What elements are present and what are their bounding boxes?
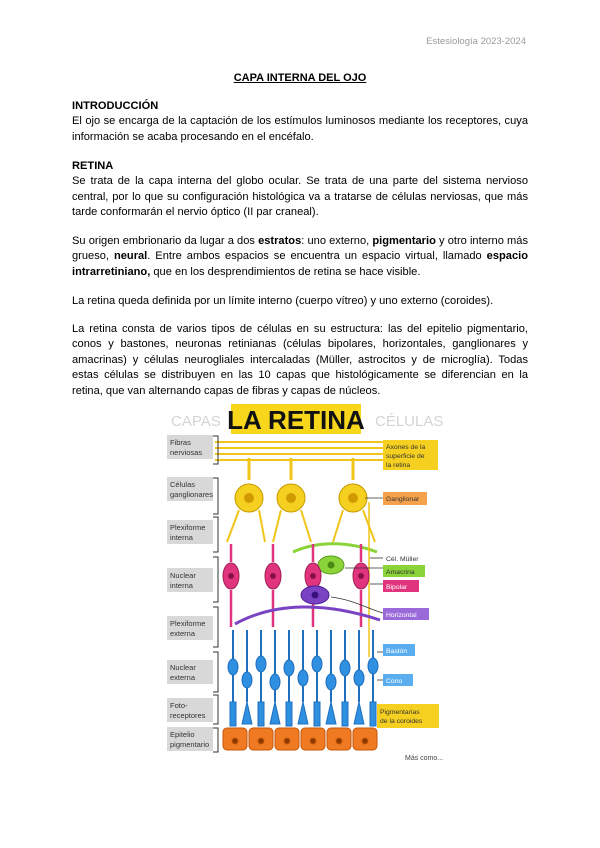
term-pigmentario: pigmentario <box>372 235 436 247</box>
svg-text:interna: interna <box>170 533 193 542</box>
capas-header: CAPAS <box>171 413 221 430</box>
svg-text:externa: externa <box>170 629 196 638</box>
svg-text:receptores: receptores <box>170 711 206 720</box>
svg-text:Epitelio: Epitelio <box>170 730 195 739</box>
retina-paragraph-2: Su origen embrionario da lugar a dos estratos: uno externo, pigmentario y otro interno más grueso, neural. Entre ambos espacios se encuentra un espacio virtual, llamado espacio intrarretiniano, que en los desprendimientos de retina se hace visible. <box>72 235 528 278</box>
svg-text:Nuclear: Nuclear <box>170 571 196 580</box>
svg-text:Plexiforme: Plexiforme <box>170 619 206 628</box>
layer-brackets <box>213 436 218 752</box>
svg-text:nerviosas: nerviosas <box>170 448 203 457</box>
ganglion-cells <box>227 458 375 542</box>
layer-labels <box>167 435 213 751</box>
svg-text:superficie de: superficie de <box>386 453 425 460</box>
svg-text:Células: Células <box>170 480 196 489</box>
svg-text:Bastón: Bastón <box>386 648 408 655</box>
svg-text:Bipolar: Bipolar <box>386 584 408 591</box>
svg-text:la retina: la retina <box>386 462 411 469</box>
course-header: Estesiología 2023-2024 <box>426 36 526 47</box>
svg-text:Cél. Müller: Cél. Müller <box>386 556 419 563</box>
svg-text:Ganglionar: Ganglionar <box>386 496 420 503</box>
svg-text:Pigmentarias: Pigmentarias <box>380 709 420 716</box>
svg-text:Nuclear: Nuclear <box>170 663 196 672</box>
svg-text:pigmentario: pigmentario <box>170 740 210 749</box>
svg-text:Axones de la: Axones de la <box>386 444 426 451</box>
pigment-epithelium <box>223 728 377 750</box>
svg-text:Horizontal: Horizontal <box>386 612 417 619</box>
retina-heading: RETINA <box>72 160 114 172</box>
term-estratos: estratos <box>258 235 302 247</box>
svg-text:Foto-: Foto- <box>170 701 188 710</box>
svg-text:Fibras: Fibras <box>170 438 191 447</box>
svg-text:ganglionares: ganglionares <box>170 490 213 499</box>
figure-title: LA RETINA <box>227 405 365 435</box>
term-espacio-intrarretiniano: espacio intrarretiniano, <box>72 250 528 278</box>
svg-text:Plexiforme: Plexiforme <box>170 523 206 532</box>
retina-paragraph-1: Se trata de la capa interna del globo ocular. Se trata de una parte del sistema nervioso central, por lo que su configuración histológica va a tratarse de células nerviosas, que más tarde conformarán el nervio óptico (II par craneal). <box>72 175 528 219</box>
retina-figure <box>165 402 444 762</box>
photoreceptor-cells <box>228 630 378 726</box>
bipolar-cells <box>223 544 369 627</box>
svg-text:externa: externa <box>170 673 196 682</box>
term-neural: neural <box>113 250 148 263</box>
svg-text:Cono: Cono <box>386 678 403 685</box>
document-title: CAPA INTERNA DEL OJO <box>233 72 367 84</box>
watermark: Más como... <box>405 755 444 762</box>
celulas-header: CÉLULAS <box>375 413 444 430</box>
intro-heading: INTRODUCCIÓN <box>72 100 159 112</box>
intro-section <box>72 99 528 145</box>
svg-text:interna: interna <box>170 581 193 590</box>
intro-text: El ojo se encarga de la captación de los estímulos luminosos mediante los receptores, cuya información se acaba procesando en el encéfalo. <box>72 115 528 143</box>
retina-illustration <box>165 402 444 762</box>
retina-section <box>72 159 528 221</box>
svg-text:Amacrina: Amacrina <box>386 569 415 576</box>
svg-text:de la coroides: de la coroides <box>380 718 423 725</box>
retina-paragraph-4: La retina consta de varios tipos de células en su estructura: las del epitelio pigmentario, conos y bastones, neuronas retinianas (células bipolares, horizontales, ganglionares y amacrinas) y células neurogliales intercaladas (Müller, astrocitos y de microglía). Todas estas células se distribuyen en las 10 capas que histológicamente se diferencian en la retina, que van alternando capas de fibras y capas de núcleos. <box>72 323 528 397</box>
horizontal-cell <box>235 586 380 624</box>
retina-paragraph-3: La retina queda definida por un límite interno (cuerpo vítreo) y uno externo (coroides). <box>72 295 494 307</box>
